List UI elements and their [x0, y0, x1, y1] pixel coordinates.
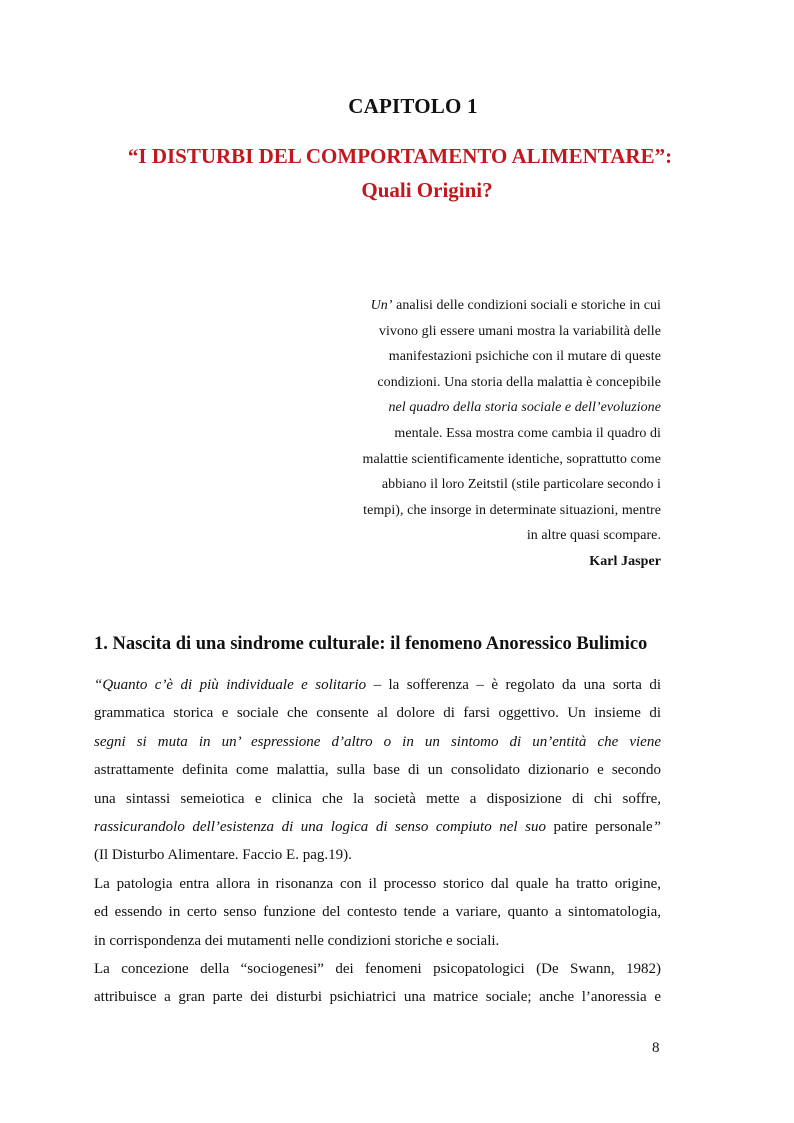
chapter-title-line-1: “I DISTURBI DEL COMPORTAMENTO ALIMENTARE”:	[127, 144, 673, 168]
page-number: 8	[652, 1040, 660, 1056]
epigraph-line: abbiano il loro Zeitstil (stile particolare secondo i	[381, 477, 661, 493]
epigraph-author: Karl Jasper	[589, 553, 661, 569]
epigraph-line: condizioni. Una storia della malattia è concepibile	[377, 374, 661, 390]
body-line: una sintassi semeiotica e clinica che la società mette a disposizione di chi soffre,	[94, 790, 661, 807]
body-line: grammatica storica e sociale che consente al dolore di farsi oggettivo. Un insieme di	[94, 705, 661, 722]
epigraph-line: in altre quasi scompare.	[526, 528, 661, 544]
epigraph-line: malattie scientificamente identiche, soprattutto come	[362, 451, 661, 467]
body-line: La concezione della “sociogenesi” dei fenomeni psicopatologici (De Swann, 1982)	[94, 961, 661, 978]
body-line: segni si muta in un’ espressione d’altro o in un sintomo di un’entità che viene	[94, 733, 661, 750]
epigraph-line: mentale. Essa mostra come cambia il quadro di	[394, 425, 661, 441]
body-paragraphs	[94, 671, 661, 1012]
body-line: La patologia entra allora in risonanza con il processo storico dal quale ha tratto origine,	[94, 875, 661, 892]
body-line: (Il Disturbo Alimentare. Faccio E. pag.19).	[94, 847, 352, 864]
body-line: rassicurandolo dell’esistenza di una logica di senso compiuto nel suo patire personale”	[94, 819, 662, 836]
epigraph-line: manifestazioni psichiche con il mutare di queste	[388, 349, 661, 365]
chapter-title-line-2: Quali Origini?	[361, 178, 493, 202]
epigraph-line: tempi), che insorge in determinate situazioni, mentre	[363, 502, 661, 518]
epigraph-line: Un’ analisi delle condizioni sociali e storiche in cui	[370, 298, 661, 313]
body-line: ed essendo in certo senso funzione del contesto tende a variare, quanto a sintomatologia,	[94, 904, 661, 921]
section-heading: 1. Nascita di una sindrome culturale: il fenomeno Anoressico Bulimico	[94, 634, 648, 654]
body-line: in corrispondenza dei mutamenti nelle condizioni storiche e sociali.	[94, 932, 500, 949]
chapter-label: CAPITOLO 1	[348, 94, 478, 118]
body-line: attribuisce a gran parte dei disturbi psichiatrici una matrice sociale; anche l’anoressia e	[94, 989, 661, 1006]
chapter-title	[0, 139, 794, 207]
epigraph-line: nel quadro della storia sociale e dell’evoluzione	[388, 400, 661, 416]
body-line: astrattamente definita come malattia, sulla base di un consolidato dizionario e secondo	[94, 762, 661, 779]
epigraph-quote	[331, 293, 661, 575]
epigraph-line: vivono gli essere umani mostra la variabilità delle	[378, 323, 661, 339]
body-line: “Quanto c’è di più individuale e solitario – la sofferenza – è regolato da una sorta di	[94, 677, 661, 693]
